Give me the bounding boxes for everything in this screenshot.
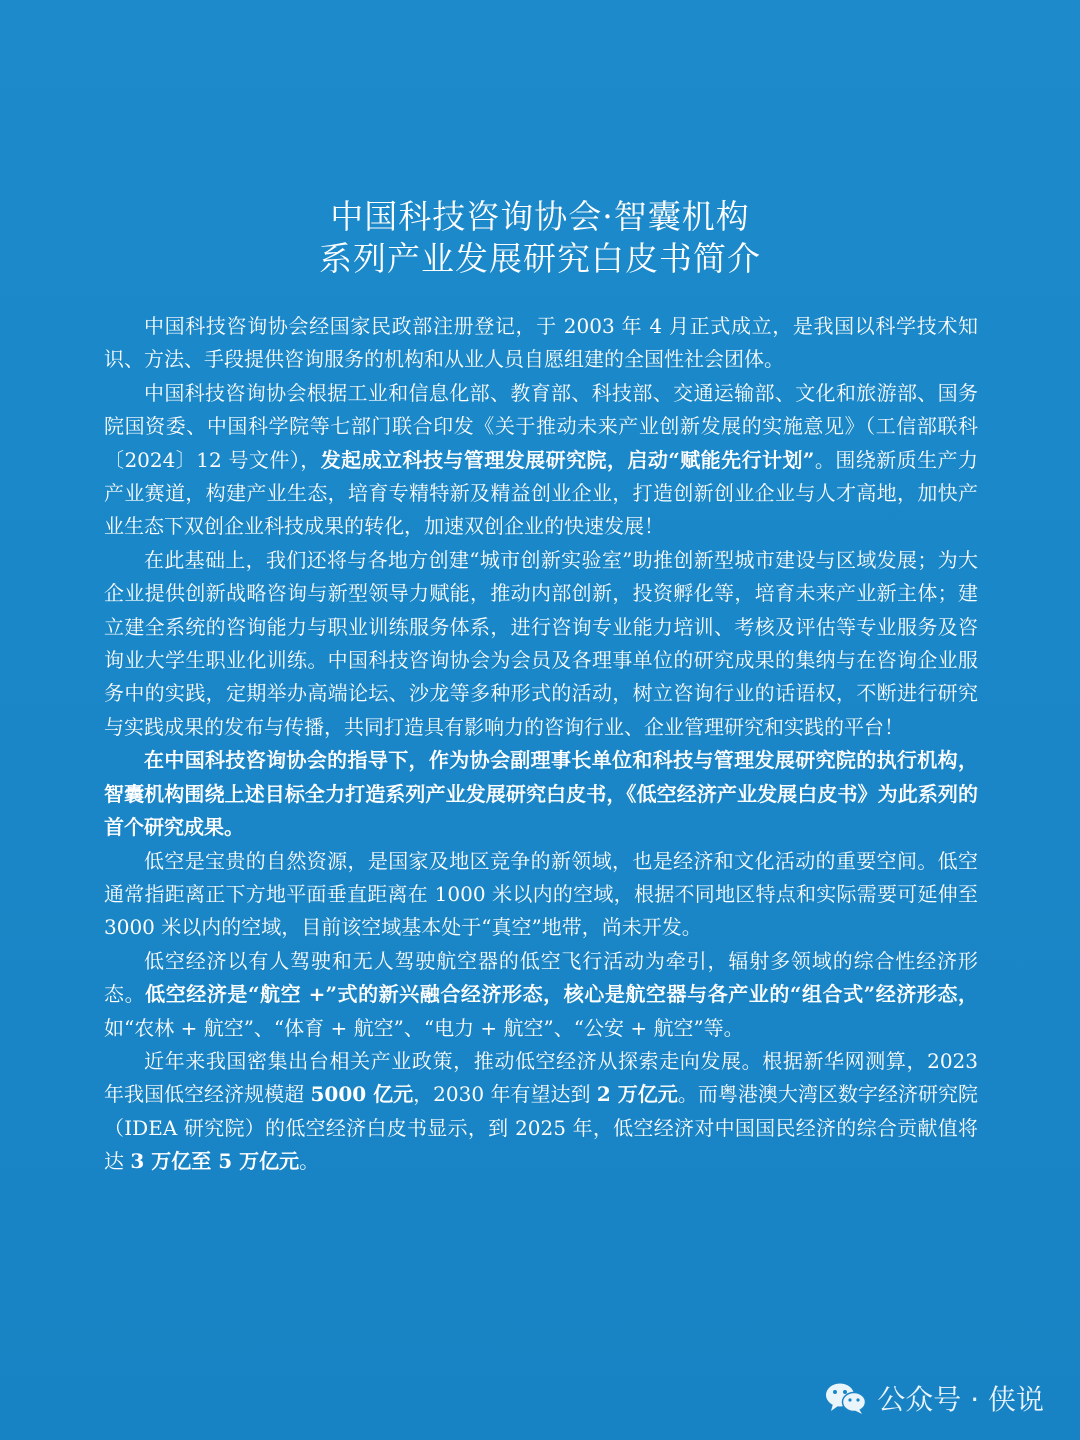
emphasis-text: 发起成立科技与管理发展研究院，启动“赋能先行计划” (320, 447, 815, 472)
footer-watermark (825, 1378, 1044, 1418)
emphasis-text: 低空经济是“航空 +”式的新兴融合经济形态，核心是航空器与各产业的“组合式”经济形态， (145, 982, 978, 1007)
paragraph-lowspace (104, 845, 978, 945)
paragraph-market-size (104, 1045, 978, 1179)
emphasis-text: 3 万亿至 5 万亿元 (130, 1149, 300, 1174)
paragraph-text: 。围绕新质生产力产业赛道，构建产业生态，培育专精特新及精益创业企业，打造创新创业企业与人才高地，加快产业生态下双创企业科技成果的转化，加速双创企业的快速发展！ (104, 447, 978, 539)
emphasis-text: 5000 亿元 (310, 1082, 414, 1107)
paragraph-text: 。而粤港澳大湾区数字经济研究院（IDEA 研究院）的低空经济白皮书显示，到 2025 年，低空经济对中国国民经济的综合贡献值将达 (104, 1082, 978, 1174)
wechat-icon (825, 1381, 867, 1415)
document-title (0, 196, 1080, 280)
footer-text: 公众号 · 侠说 (877, 1383, 1044, 1416)
emphasis-text: 在中国科技咨询协会的指导下，作为协会副理事长单位和科技与管理发展研究院的执行机构，智囊机构围绕上述目标全力打造系列产业发展研究白皮书，《低空经济产业发展白皮书》为此系列的首个研究成果。 (104, 748, 978, 840)
paragraph-text: 在此基础上，我们还将与各地方创建“城市创新实验室”助推创新型城市建设与区域发展；为大企业提供创新战略咨询与新型领导力赋能，推动内部创新，投资孵化等，培育未来产业新主体；建立建全系统的咨询能力与职业训练服务体系，进行咨询专业能力培训、考核及评估等专业服务及咨询业大学生职业化训练。中国科技咨询协会为会员及各理事单位的研究成果的集纳与在咨询企业服务中的实践，定期举办高端论坛、沙龙等多种形式的活动，树立咨询行业的话语权，不断进行研究与实践成果的发布与传播，共同打造具有影响力的咨询行业、企业管理研究和实践的平台！ (104, 547, 978, 739)
paragraph-text: 如“农林 + 航空”、“体育 + 航空”、“电力 + 航空”、“公安 + 航空”等。 (104, 1015, 744, 1040)
emphasis-text: 2 万亿元 (596, 1082, 678, 1107)
paragraph-text: 低空是宝贵的自然资源，是国家及地区竞争的新领域，也是经济和文化活动的重要空间。低空通常指距离正下方地平面垂直距离在 1000 米以内的空域，根据不同地区特点和实际需要可延伸至 3000 米以内的空域，目前该空域基本处于“真空”地带，尚未开发。 (104, 848, 978, 940)
paragraph-text: 中国科技咨询协会经国家民政部注册登记，于 2003 年 4 月正式成立，是我国以科学技术知识、方法、手段提供咨询服务的机构和从业人员自愿组建的全国性社会团体。 (104, 314, 978, 372)
paragraph-text: 低空经济以有人驾驶和无人驾驶航空器的低空飞行活动为牵引，辐射多领域的综合性经济形态。 (104, 948, 978, 1007)
title-line-1: 中国科技咨询协会·智囊机构 (330, 197, 750, 236)
paragraph-initiative (104, 377, 978, 544)
paragraph-text: 近年来我国密集出台相关产业政策，推动低空经济从探索走向发展。根据新华网测算，2023 年我国低空经济规模超 (104, 1048, 978, 1107)
paragraph-text: 。 (299, 1149, 320, 1174)
title-line-2: 系列产业发展研究白皮书简介 (319, 239, 761, 278)
paragraph-whitepaper (104, 744, 978, 844)
paragraph-plans (104, 544, 978, 744)
paragraph-text: 中国科技咨询协会根据工业和信息化部、教育部、科技部、交通运输部、文化和旅游部、国务院国资委、中国科学院等七部门联合印发《关于推动未来产业创新发展的实施意见》（工信部联科〔2024〕12 号文件）， (104, 380, 978, 472)
paragraph-intro (104, 310, 978, 377)
paragraph-text: ，2030 年有望达到 (413, 1082, 597, 1107)
document-body (104, 310, 978, 1179)
paragraph-lowspace-economy (104, 945, 978, 1045)
